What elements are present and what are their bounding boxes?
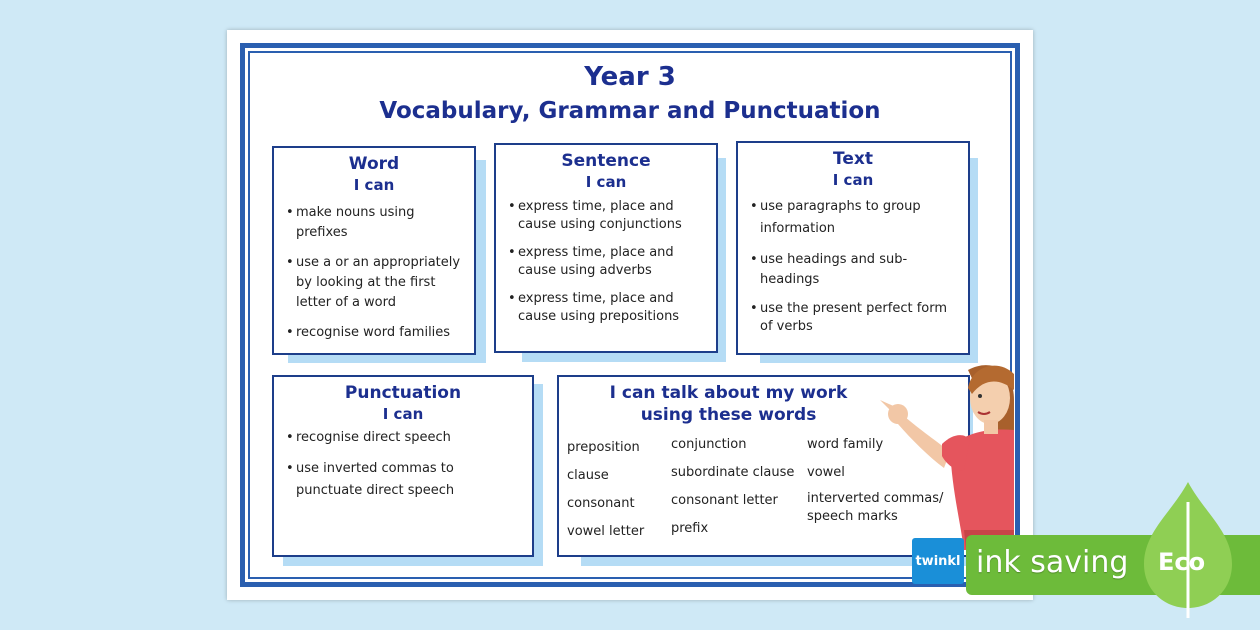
list-item: • express time, place and cause using conjunctions <box>506 198 706 234</box>
eco-badge-label: Eco <box>1158 548 1206 576</box>
poster-subtitle: Vocabulary, Grammar and Punctuation <box>379 98 881 124</box>
vocab-word: vowel <box>807 465 845 480</box>
punctuation-card <box>272 375 534 557</box>
word-card-subheading: I can <box>353 176 395 194</box>
list-item: • make nouns using prefixes <box>284 203 464 243</box>
list-item: • use inverted commas to punctuate direct speech <box>284 458 522 502</box>
list-item: • use paragraphs to group information <box>748 196 958 240</box>
list-item: • recognise word families <box>284 323 464 343</box>
punctuation-card-subheading: I can <box>382 405 424 423</box>
punctuation-card-heading: Punctuation <box>344 383 462 403</box>
sentence-card-subheading: I can <box>585 173 627 191</box>
vocab-word: interverted commas/ speech marks <box>807 491 944 524</box>
list-item: • use headings and sub-headings <box>748 250 958 290</box>
vocab-word: conjunction <box>671 437 747 452</box>
text-card-heading: Text <box>833 149 873 169</box>
list-item: • use a or an appropriately by looking at the first letter of a word <box>284 253 464 313</box>
text-card-list <box>748 196 958 336</box>
vocab-word: subordinate clause <box>671 465 795 480</box>
word-card-list <box>284 203 464 343</box>
vocab-card-heading-line2: using these words <box>640 405 817 425</box>
twinkl-logo: twinkl <box>912 538 964 584</box>
sentence-card <box>494 143 718 353</box>
word-card-heading: Word <box>348 154 400 174</box>
vocab-word: consonant <box>567 496 635 511</box>
sentence-card-heading: Sentence <box>561 151 651 171</box>
vocab-word: clause <box>567 468 609 483</box>
vocab-column-2 <box>671 436 794 538</box>
text-card-subheading: I can <box>832 171 874 189</box>
text-card <box>736 141 970 355</box>
vocab-word: prefix <box>671 521 709 536</box>
list-item: • express time, place and cause using prepositions <box>506 290 706 326</box>
eco-banner-label: ink saving <box>976 545 1129 580</box>
vocab-word: vowel letter <box>567 524 645 539</box>
punctuation-card-list <box>284 428 522 502</box>
word-card <box>272 146 476 355</box>
list-item: • use the present perfect form of verbs <box>748 300 958 336</box>
vocab-word: word family <box>807 437 884 452</box>
vocab-column-1 <box>567 439 644 541</box>
sentence-card-list <box>506 198 706 326</box>
list-item: • recognise direct speech <box>284 428 522 448</box>
vocab-word: consonant letter <box>671 493 778 508</box>
poster-title: Year 3 <box>584 62 676 92</box>
list-item: • express time, place and cause using adverbs <box>506 244 706 280</box>
vocab-word: preposition <box>567 440 640 455</box>
vocab-card-heading-line1: I can talk about my work <box>609 383 848 403</box>
